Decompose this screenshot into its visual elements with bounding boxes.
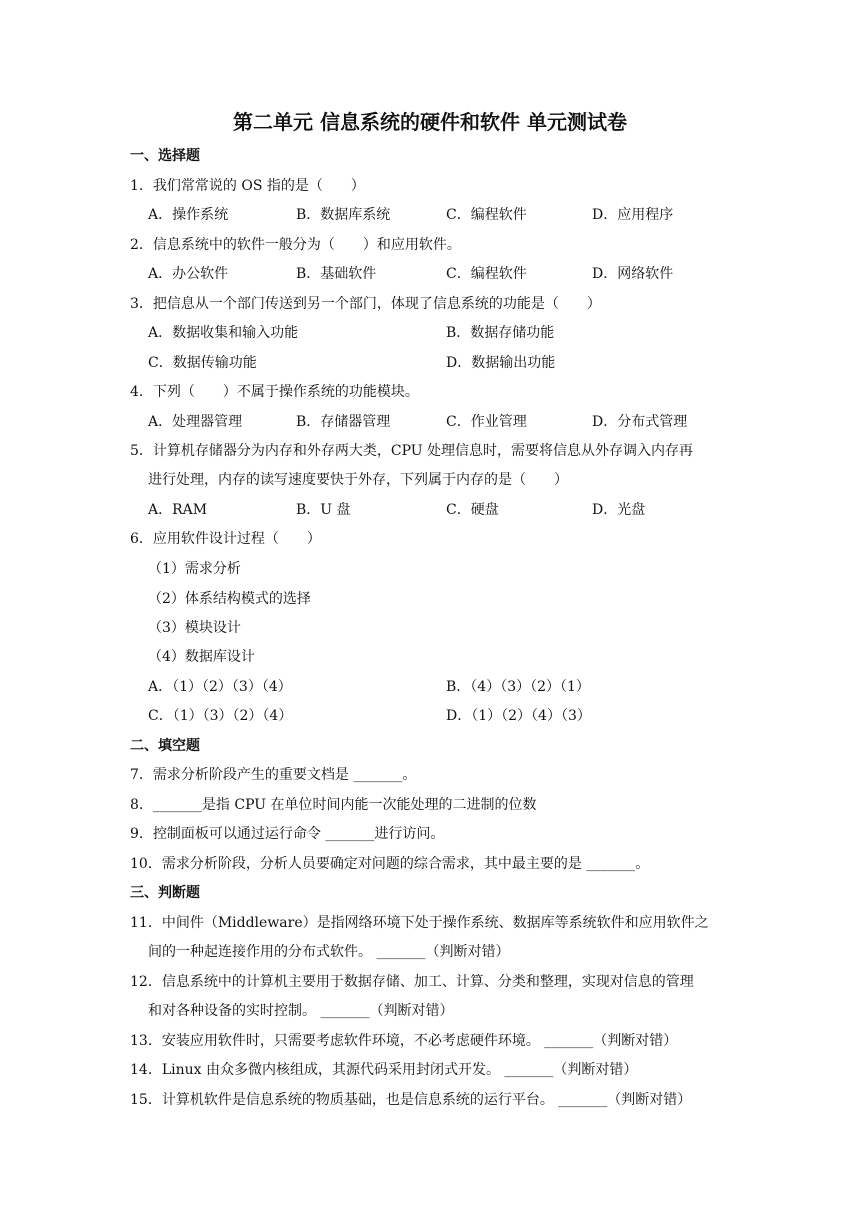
question-3-option-d: D．数据输出功能 (446, 355, 556, 371)
question-2-stem: 2．信息系统中的软件一般分为（ ）和应用软件。 (130, 237, 461, 253)
question-6-option-d: D．（1）（2）（4）（3） (446, 708, 591, 724)
question-13: 13．安装应用软件时，只需要考虑软件环境，不必考虑硬件环境。 _______（判断对错） (130, 1033, 678, 1049)
question-6-option-a: A．（1）（2）（3）（4） (148, 679, 292, 695)
question-3-stem: 3．把信息从一个部门传送到另一个部门，体现了信息系统的功能是（ ） (130, 296, 601, 312)
question-6-stem: 6．应用软件设计过程（ ） (130, 531, 321, 547)
question-6-item-2: （2）体系结构模式的选择 (148, 591, 311, 607)
question-12-line-2: 和对各种设备的实时控制。 _______（判断对错） (148, 1003, 454, 1019)
question-3-option-c: C．数据传输功能 (148, 355, 257, 371)
question-1-option-a: A．操作系统 (148, 207, 229, 223)
section-heading-choice: 一、选择题 (130, 148, 200, 164)
question-5-option-d: D．光盘 (592, 502, 646, 518)
page-title: 第二单元 信息系统的硬件和软件 单元测试卷 (233, 110, 627, 134)
question-5-option-a: A．RAM (148, 502, 208, 518)
question-2-option-c: C．编程软件 (446, 266, 527, 282)
question-14: 14．Linux 由众多微内核组成，其源代码采用封闭式开发。 _______（判断对错） (130, 1062, 638, 1078)
question-5-stem-line-1: 5．计算机存储器分为内存和外存两大类，CPU 处理信息时，需要将信息从外存调入内存再 (130, 443, 694, 459)
question-5-option-c: C．硬盘 (446, 502, 499, 518)
question-6-item-4: （4）数据库设计 (148, 649, 255, 665)
question-10: 10．需求分析阶段，分析人员要确定对问题的综合需求，其中最主要的是 _______。 (130, 856, 650, 872)
question-4-option-b: B．存储器管理 (296, 414, 391, 430)
question-11-line-2: 间的一种起连接作用的分布式软件。 _______（判断对错） (148, 944, 510, 960)
question-3-option-b: B．数据存储功能 (446, 325, 555, 341)
question-2-option-d: D．网络软件 (592, 266, 674, 282)
question-6-option-b: B．（4）（3）（2）（1） (446, 679, 590, 695)
question-4-stem: 4．下列（ ）不属于操作系统的功能模块。 (130, 384, 419, 400)
question-15: 15．计算机软件是信息系统的物质基础，也是信息系统的运行平台。 _______（判断对错） (130, 1092, 692, 1108)
question-8: 8．_______是指 CPU 在单位时间内能一次能处理的二进制的位数 (130, 797, 537, 813)
question-7: 7．需求分析阶段产生的重要文档是 _______。 (130, 767, 417, 783)
question-1-option-d: D．应用程序 (592, 207, 674, 223)
question-6-item-1: （1）需求分析 (148, 561, 241, 577)
question-3-option-a: A．数据收集和输入功能 (148, 325, 299, 341)
question-11-line-1: 11．中间件（Middleware）是指网络环境下处于操作系统、数据库等系统软件和应用软件之 (130, 915, 709, 931)
question-1-stem: 1．我们常常说的 OS 指的是（ ） (130, 178, 365, 194)
question-6-option-c: C．（1）（3）（2）（4） (148, 708, 293, 724)
question-5-stem-line-2: 进行处理，内存的读写速度要快于外存，下列属于内存的是（ ） (148, 472, 568, 488)
question-2-option-a: A．办公软件 (148, 266, 229, 282)
question-4-option-d: D．分布式管理 (592, 414, 688, 430)
section-heading-judge: 三、判断题 (130, 885, 200, 901)
question-12-line-1: 12．信息系统中的计算机主要用于数据存储、加工、计算、分类和整理，实现对信息的管理 (130, 974, 694, 990)
question-9: 9．控制面板可以通过运行命令 _______进行访问。 (130, 826, 445, 842)
question-4-option-c: C．作业管理 (446, 414, 527, 430)
question-2-option-b: B．基础软件 (296, 266, 377, 282)
question-1-option-b: B．数据库系统 (296, 207, 391, 223)
section-heading-fill: 二、填空题 (130, 738, 200, 754)
question-6-item-3: （3）模块设计 (148, 620, 241, 636)
question-4-option-a: A．处理器管理 (148, 414, 243, 430)
question-1-option-c: C．编程软件 (446, 207, 527, 223)
question-5-option-b: B．U 盘 (296, 502, 351, 518)
